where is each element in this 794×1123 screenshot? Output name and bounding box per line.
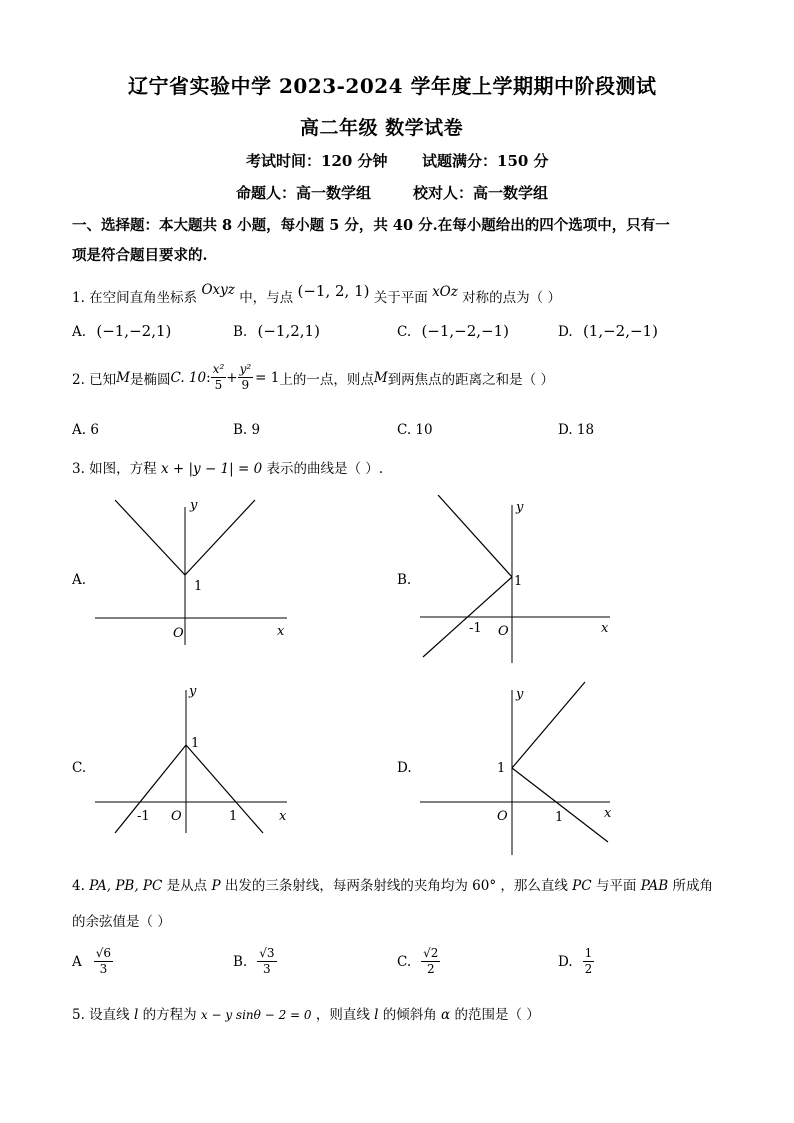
- q2-fraction-y: [238, 362, 254, 393]
- q4-option-d[interactable]: [558, 946, 594, 977]
- y-label: y: [190, 498, 198, 513]
- origin-label: O: [497, 809, 508, 824]
- q2-text-2: 是椭圆: [130, 371, 171, 388]
- question-1: [72, 282, 561, 306]
- tick-1-y: 1: [191, 736, 200, 751]
- q3-option-d-label[interactable]: D.: [397, 760, 412, 776]
- x-label: x: [601, 621, 609, 636]
- q4-option-b-label: B.: [233, 953, 248, 970]
- x-label: x: [277, 624, 285, 639]
- exam-checker: 校对人：高一数学组: [413, 184, 549, 202]
- origin-label: O: [498, 624, 509, 639]
- q4-option-d-value: [583, 946, 595, 977]
- q1-option-d-value: (1,−2,−1): [582, 322, 658, 340]
- q1-option-c[interactable]: [397, 322, 509, 340]
- q4-text-6: 所成角: [672, 878, 713, 894]
- q1-option-b-label: B.: [233, 324, 248, 340]
- tick-neg-1: -1: [137, 809, 150, 824]
- section-heading-line1: 一、选择题：本大题共 8 小题，每小题 5 分，共 40 分.在每小题给出的四个选项中，只有一: [72, 217, 670, 234]
- y-label: y: [516, 500, 524, 515]
- q2-point-m: M: [116, 369, 130, 386]
- q1-option-c-value: (−1,−2,−1): [421, 322, 510, 340]
- q4-b-numerator: √3: [259, 946, 275, 960]
- tick-1: 1: [194, 579, 203, 594]
- q4-angle: 60°: [472, 878, 497, 894]
- x-label: x: [604, 806, 612, 821]
- question-3: [72, 457, 383, 477]
- q4-a-denominator: 3: [99, 962, 108, 976]
- section-heading-line2: 项是符合题目要求的.: [72, 247, 208, 264]
- q4-point-p: P: [211, 878, 221, 894]
- q2-option-a[interactable]: A. 6: [72, 422, 99, 438]
- q1-text-2: 中，与点: [239, 290, 294, 306]
- curve-upper: [438, 495, 512, 577]
- q2-ellipse-name: C. 10: [170, 369, 207, 386]
- q4-option-c-value: [421, 946, 440, 977]
- x-label: x: [279, 809, 287, 824]
- q4-option-b[interactable]: [233, 946, 277, 977]
- q4-text-5: 与平面: [595, 878, 637, 894]
- q5-text-4: 的倾斜角: [382, 1007, 437, 1023]
- q5-text-2: 的方程为: [142, 1007, 197, 1023]
- q3-option-c-label[interactable]: C.: [72, 760, 87, 776]
- q4-c-denominator: 2: [426, 962, 435, 976]
- q4-line-pc: PC: [572, 878, 592, 894]
- q4-d-denominator: 2: [584, 962, 593, 976]
- q5-line-l: l: [133, 1007, 139, 1023]
- q5-text-1: 5. 设直线: [72, 1007, 130, 1023]
- q1-point: (−1, 2, 1): [297, 282, 370, 300]
- q1-option-a-value: (−1,−2,1): [96, 322, 172, 340]
- q4-line-2: 的余弦值是（ ）: [72, 914, 171, 930]
- q2-fraction-x: [211, 362, 227, 393]
- q4-text-3: 出发的三条射线，每两条射线的夹角均为: [224, 878, 468, 894]
- q4-option-d-label: D.: [558, 953, 573, 970]
- q1-option-c-label: C.: [397, 324, 412, 340]
- origin-label: O: [173, 626, 184, 641]
- q1-option-b[interactable]: [233, 322, 320, 340]
- q2-option-c[interactable]: C. 10: [397, 422, 433, 438]
- q1-coord-system: Oxyz: [201, 282, 235, 298]
- q2-denominator-9: 9: [241, 378, 250, 392]
- q1-option-a-label: A.: [72, 324, 87, 340]
- q2-text-4: 到两焦点的距离之和是（ ）: [387, 371, 554, 388]
- q4-text-4: ，那么直线: [500, 878, 568, 894]
- q5-alpha: α: [441, 1007, 451, 1023]
- q4-rays: PA, PB, PC: [89, 878, 163, 894]
- tick-1-y: 1: [497, 761, 506, 776]
- q4-plane-pab: PAB: [640, 878, 669, 894]
- q4-option-c-label: C.: [397, 953, 412, 970]
- q2-text-3: 上的一点，则点: [279, 371, 374, 388]
- q3-graph-c[interactable]: [95, 685, 295, 835]
- q1-text-1: 1. 在空间直角坐标系: [72, 290, 198, 306]
- q2-text-1: 2. 已知: [72, 371, 117, 388]
- q2-option-d[interactable]: D. 18: [558, 422, 595, 438]
- q1-option-d[interactable]: [558, 322, 658, 340]
- q4-a-numerator: √6: [95, 946, 112, 960]
- q4-c-numerator: √2: [423, 946, 439, 960]
- q5-text-5: 的范围是（ ）: [454, 1007, 540, 1023]
- tick-neg-1: -1: [469, 621, 482, 636]
- q3-text-1: 3. 如图，方程: [72, 461, 157, 477]
- question-5: [72, 1003, 540, 1023]
- q2-x-squared: x²: [212, 362, 225, 376]
- q3-text-2: 表示的曲线是（ ）.: [266, 461, 384, 477]
- question-2: [72, 362, 554, 393]
- q3-option-b-label[interactable]: B.: [397, 572, 412, 588]
- q4-text-1: 4.: [72, 878, 90, 894]
- q2-point-m-2: M: [373, 369, 388, 386]
- y-label: y: [189, 685, 197, 699]
- q1-plane: xOz: [432, 284, 458, 300]
- q3-graph-d[interactable]: [420, 680, 620, 860]
- q2-equals-one: = 1: [255, 369, 280, 386]
- q2-option-b[interactable]: B. 9: [233, 422, 261, 438]
- exam-author: 命题人：高一数学组: [236, 184, 372, 202]
- q1-option-d-label: D.: [558, 324, 573, 340]
- q4-option-b-value: [257, 946, 276, 977]
- q4-option-a[interactable]: [72, 946, 113, 977]
- q3-graph-a[interactable]: [95, 495, 295, 645]
- q4-option-c[interactable]: [397, 946, 440, 977]
- q3-option-a-label[interactable]: A.: [72, 572, 87, 588]
- q1-option-a[interactable]: [72, 322, 171, 340]
- exam-subtitle: 高二年级 数学试卷: [300, 117, 464, 139]
- q4-option-a-value: [94, 946, 113, 977]
- q4-option-a-label: A: [72, 953, 82, 970]
- q5-text-3: ，则直线: [315, 1007, 370, 1023]
- origin-label: O: [171, 809, 182, 824]
- q4-text-2: 是从点: [166, 878, 208, 894]
- tick-1: 1: [514, 574, 523, 589]
- q2-colon: :: [206, 369, 211, 386]
- q3-equation: x + |y − 1| = 0: [160, 461, 263, 477]
- q2-denominator-5: 5: [214, 378, 223, 392]
- tick-1-x: 1: [229, 809, 238, 824]
- q4-d-numerator: 1: [584, 946, 593, 960]
- y-label: y: [516, 687, 524, 702]
- q5-equation: x − y sinθ − 2 = 0: [200, 1008, 312, 1022]
- exam-title: 辽宁省实验中学 2023-2024 学年度上学期期中阶段测试: [128, 74, 657, 98]
- question-4: [72, 874, 713, 894]
- q1-option-b-value: (−1,2,1): [257, 322, 320, 340]
- q2-y-squared: y²: [239, 362, 252, 376]
- q5-line-l-2: l: [374, 1007, 379, 1023]
- exam-time: 考试时间：120 分钟: [246, 152, 388, 170]
- exam-score: 试题满分：150 分: [422, 152, 549, 170]
- tick-1-x: 1: [555, 810, 564, 825]
- q4-b-denominator: 3: [263, 962, 271, 976]
- q3-graph-b[interactable]: [420, 495, 620, 670]
- q1-text-3: 关于平面: [373, 290, 428, 306]
- q1-text-4: 对称的点为（ ）: [462, 290, 561, 306]
- q2-plus: +: [226, 369, 238, 386]
